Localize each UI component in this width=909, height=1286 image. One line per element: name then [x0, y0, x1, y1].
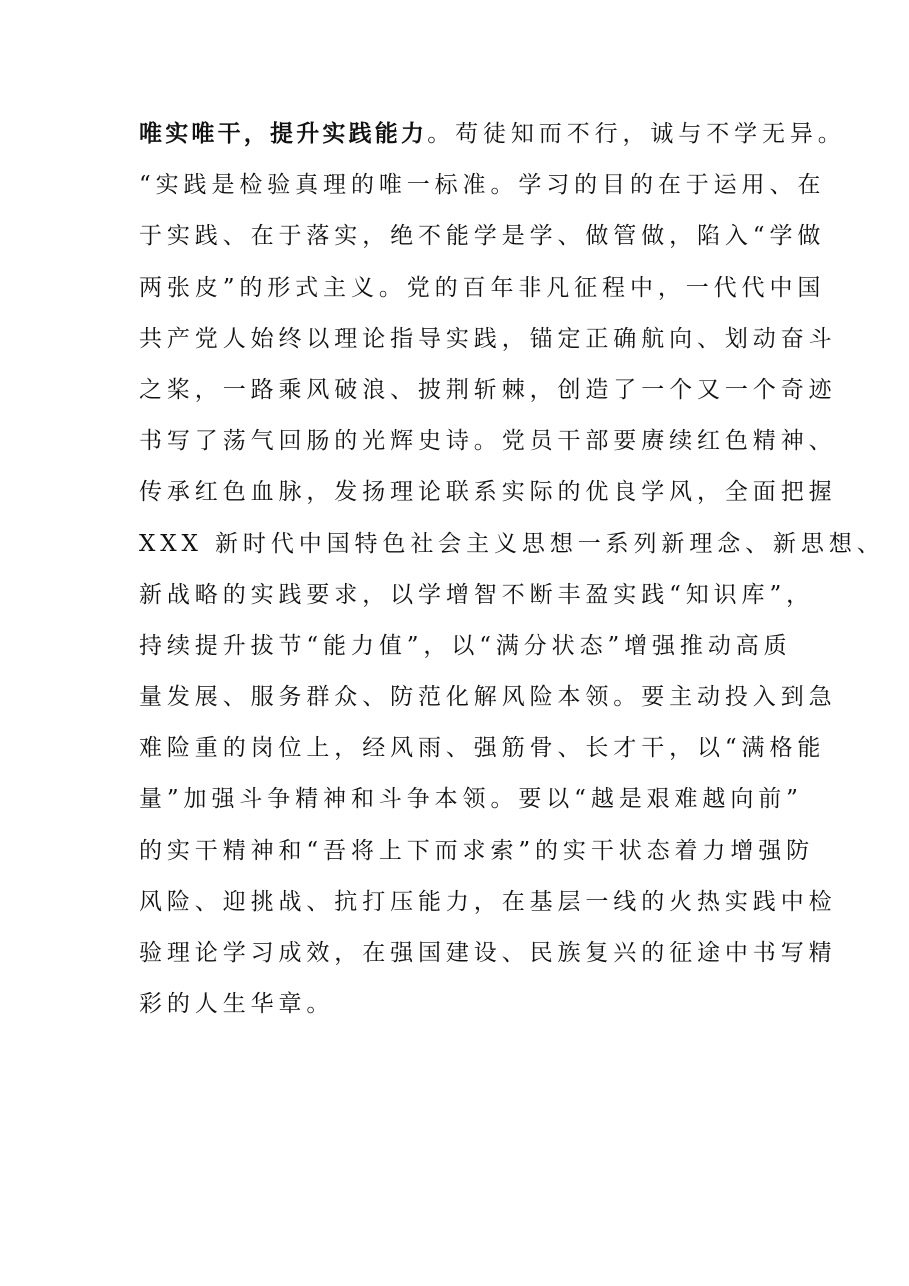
paragraph-line: “实践是检验真理的唯一标准。学习的目的在于运用、在	[139, 172, 826, 199]
paragraph-line: 之桨，一路乘风破浪、披荆斩棘，创造了一个又一个奇迹	[139, 376, 837, 403]
paragraph-line: 量”加强斗争精神和斗争本领。要以“越是艰难越向前”	[139, 786, 803, 813]
lead-heading: 唯实唯干，提升实践能力	[139, 121, 428, 147]
line-text: 。苟徒知而不行，诚与不学无异。	[427, 121, 846, 147]
paragraph-line: 风险、迎挑战、抗打压能力，在基层一线的火热实践中检	[139, 888, 837, 915]
paragraph-line: 彩的人生华章。	[139, 991, 335, 1018]
paragraph-line: 传承红色血脉，发扬理论联系实际的优良学风，全面把握	[139, 479, 837, 506]
body-paragraph	[139, 109, 885, 1030]
paragraph-line: 书写了荡气回肠的光辉史诗。党员干部要赓续红色精神、	[139, 428, 837, 455]
paragraph-line: 的实干精神和“吾将上下而求索”的实干状态着力增强防	[139, 837, 815, 864]
paragraph-line: XXX 新时代中国特色社会主义思想一系列新理念、新思想、	[139, 530, 885, 557]
paragraph-line: 量发展、服务群众、防范化解风险本领。要主动投入到急	[139, 684, 837, 711]
paragraph-line: 验理论学习成效，在强国建设、民族复兴的征途中书写精	[139, 940, 837, 966]
paragraph-line: 持续提升拔节“能力值”，以“满分状态”增强推动高质	[139, 632, 792, 659]
paragraph-line: 新战略的实践要求，以学增智不断丰盈实践“知识库”，	[139, 581, 815, 608]
paragraph-line	[139, 109, 846, 160]
paragraph-line: 两张皮”的形式主义。党的百年非凡征程中，一代代中国	[139, 274, 826, 301]
paragraph-line: 难险重的岗位上，经风雨、强筋骨、长才干，以“满格能	[139, 735, 826, 762]
paragraph-line: 共产党人始终以理论指导实践，锚定正确航向、划动奋斗	[139, 325, 837, 352]
paragraph-line: 于实践、在于落实，绝不能学是学、做管做，陷入“学做	[139, 223, 826, 250]
